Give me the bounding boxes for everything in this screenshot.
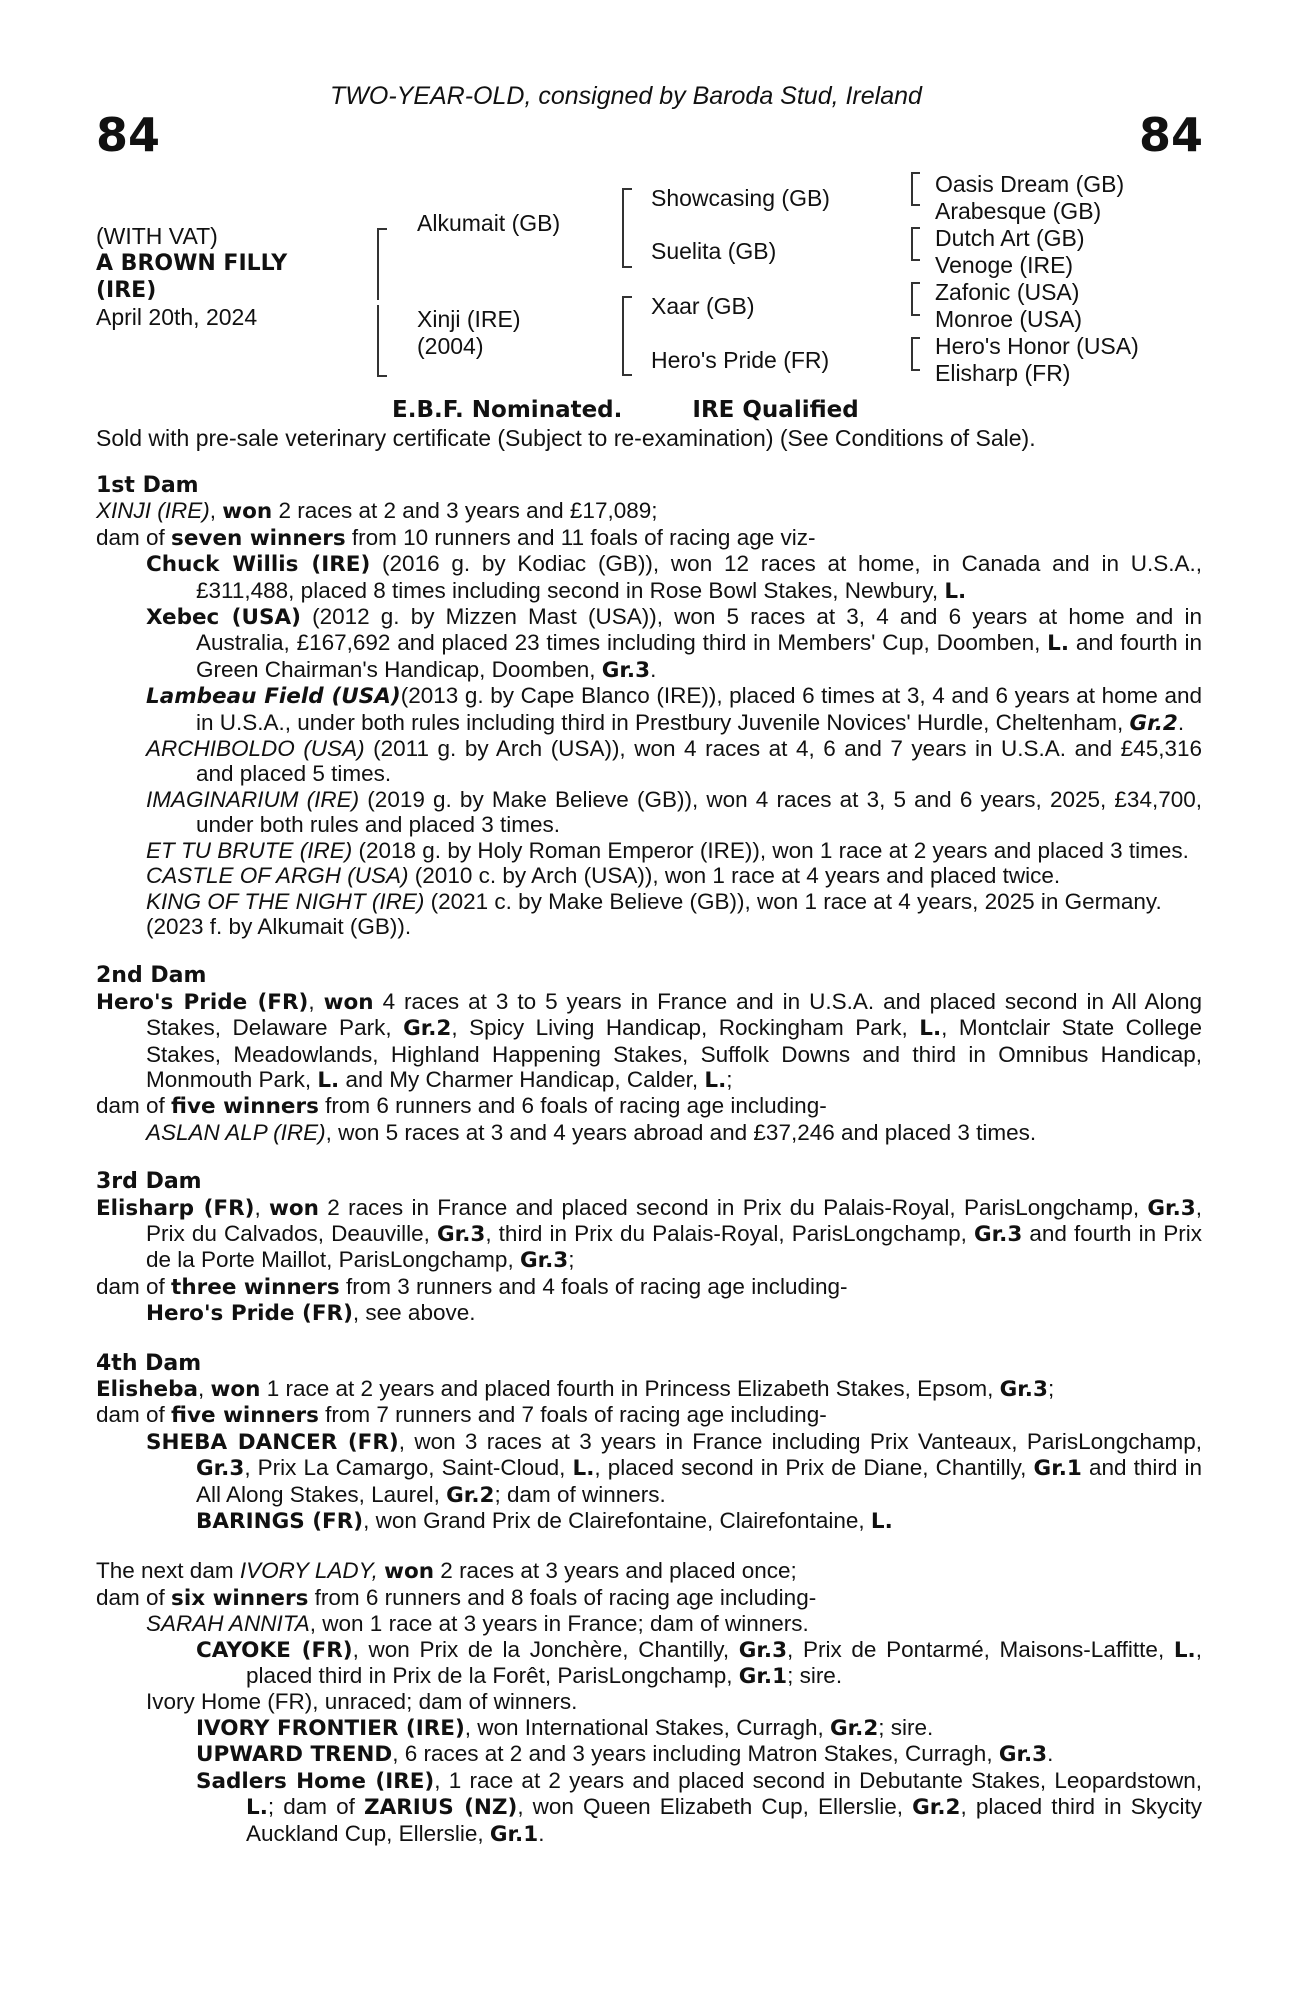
- vat-note: (WITH VAT): [96, 223, 218, 249]
- progeny-text: ; dam of: [267, 1794, 364, 1820]
- dam-record: 2 races at 2 and 3 years and £17,089;: [272, 498, 658, 524]
- listed-mark: L.: [944, 578, 967, 604]
- record-text: , third in Prix du Palais-Royal, ParisLongchamp,: [485, 1220, 974, 1246]
- group-mark: Gr.3: [998, 1742, 1048, 1768]
- lot-number-left: 84: [96, 108, 161, 162]
- group-mark: Gr.1: [489, 1821, 539, 1847]
- pedigree-dam-sire: Xaar (GB): [651, 293, 755, 319]
- ire-note: IRE Qualified: [692, 397, 859, 423]
- winners-rest: from 7 runners and 7 foals of racing age including-: [318, 1402, 827, 1428]
- pedigree-sire: Alkumait (GB): [417, 210, 561, 236]
- pedigree-dss: Zafonic (USA): [935, 279, 1080, 305]
- pedigree-bracket-sire-line-lower: [622, 236, 632, 268]
- catalogue-content: [96, 473, 1202, 1847]
- progeny-entry: [96, 1715, 1202, 1741]
- winners-count: three winners: [171, 1274, 340, 1300]
- horse-description: A BROWN FILLY: [96, 251, 288, 276]
- group-mark: Gr.2: [446, 1482, 495, 1508]
- pedigree-sdd: Venoge (IRE): [935, 252, 1074, 278]
- dam-of-label: dam of: [96, 1093, 172, 1119]
- pedigree-bracket-dam: [377, 305, 387, 377]
- group-mark: Gr.3: [738, 1637, 788, 1663]
- progeny-entry: [96, 838, 1202, 863]
- listed-mark: L.: [704, 1067, 727, 1093]
- dam-name: IVORY LADY,: [239, 1558, 378, 1584]
- winners-count: six winners: [171, 1585, 309, 1611]
- record-text: and My Charmer Handicap, Calder,: [339, 1066, 705, 1092]
- pedigree-bracket-g2b: [911, 243, 920, 261]
- group-mark: Gr.3: [999, 1377, 1048, 1402]
- next-dam-section: [96, 1558, 1202, 1846]
- won-label: won: [269, 1195, 319, 1221]
- listed-mark: L.: [317, 1067, 340, 1093]
- listed-mark: L.: [919, 1016, 942, 1042]
- progeny-name: Lambeau Field (USA): [146, 684, 401, 710]
- pedigree-bracket-g3b: [911, 298, 920, 316]
- winners-count: seven winners: [171, 525, 346, 551]
- listed-mark: L.: [246, 1795, 268, 1821]
- qualification-notes: [392, 397, 859, 423]
- progeny-text: , won Grand Prix de Clairefontaine, Clairefontaine,: [363, 1508, 871, 1534]
- progeny-text: , won 5 races at 3 and 4 years abroad and £37,246 and placed 3 times.: [325, 1119, 1037, 1145]
- group-mark: Gr.2: [829, 1715, 879, 1741]
- first-dam-section: 1st Dam XINJI (IRE), won 2 races at 2 and 3 years and £17,089; dam of seven winners from 10 runners and 11 foals of racing age viz- Chuck Willis (IRE) (2016 g. by Kodiac (GB)), won 12 races at home, in Canada and in U.S.A., £311,488, placed 8 times including second in Rose Bowl Stakes, Newbury, L. Xebec (USA) (2012 g. by Mizzen Mast (USA)), won 5 races at 3, 4 and 6 years at home and in Australia, £167,692 and placed 23 times including third in Members' Cup, Doomben, L. and fourth in Green Chairman's Handicap, Doomben, Gr.3. Lambeau Field (USA)(2013 g. by Cape Blanco (IRE)), placed 6 times at 3, 4 and 6 years at home and in U.S.A., under both rules including third in Prestbury Juvenile Novices' Hurdle, Cheltenham, Gr.2. ARCHIBOLDO (USA) (2011 g. by Arch (USA)), won 4 races at 4, 6 and 7 years in U.S.A. and £45,316 and placed 5 times. IMAGINARIUM (IRE) (2019 g. by Make Believe (GB)), won 4 races at 3, 5 and 6 years, 2025, £34,700, under both rules and placed 3 times. ET TU BRUTE (IRE) (2018 g. by Holy Roman Emperor (IRE)), won 1 race at 2 years and placed 3 times. CASTLE OF ARGH (USA) (2010 c. by Arch (USA)), won 1 race at 4 years and placed twice. KING OF THE NIGHT (IRE) (2021 c. by Make Believe (GB)), won 1 race at 4 years, 2025 in Germany. (2023 f. by Alkumait (GB)).: [96, 473, 1202, 939]
- group-mark: Gr.3: [196, 1456, 245, 1482]
- progeny-entry: (2023 f. by Alkumait (GB)).: [146, 913, 412, 939]
- progeny-text: .: [538, 1820, 545, 1846]
- pedigree-dam-year: (2004): [417, 333, 484, 359]
- progeny-entry: [96, 889, 1202, 914]
- progeny-entry: Xebec (USA) (2012 g. by Mizzen Mast (USA)), won 5 races at 3, 4 and 6 years at home and in Australia, £167,692 and placed 23 times including third in Members' Cup, Doomben, L. and fourth in Green Chairman's Handicap, Doomben, Gr.3.: [146, 604, 1202, 683]
- progeny-text: (2021 c. by Make Believe (GB)), won 1 race at 4 years, 2025 in Germany.: [424, 888, 1162, 914]
- dam-name: XINJI (IRE): [96, 498, 210, 524]
- progeny-text: (2013 g. by Cape Blanco (IRE)), placed 6 times at 3, 4 and 6 years at home and in U.S.A., under both rules including third in Prestbury Juvenile Novices' Hurdle, Cheltenham,: [196, 683, 1202, 735]
- next-dam-intro: The next dam: [96, 1558, 240, 1584]
- progeny-name: Sadlers Home (IRE): [196, 1768, 435, 1794]
- group-mark: Gr.3: [1147, 1195, 1196, 1221]
- won-label: won: [384, 1559, 435, 1585]
- winners-count: five winners: [171, 1403, 319, 1429]
- progeny-entry: Ivory Home (FR), unraced; dam of winners.: [146, 1689, 578, 1715]
- progeny-entry: [96, 1637, 1202, 1690]
- progeny-name: CASTLE OF ARGH (USA): [146, 863, 409, 889]
- pedigree-ssd: Arabesque (GB): [935, 198, 1102, 224]
- progeny-text: , Prix La Camargo, Saint-Cloud,: [244, 1455, 573, 1481]
- progeny-name: IVORY FRONTIER (IRE): [196, 1715, 465, 1741]
- progeny-name: SHEBA DANCER (FR): [146, 1429, 399, 1455]
- group-mark: Gr.3: [437, 1221, 486, 1247]
- winners-rest: from 6 runners and 6 foals of racing age including-: [318, 1093, 827, 1119]
- pedigree-bracket-g1b: [911, 188, 920, 206]
- progeny-text: (2018 g. by Holy Roman Emperor (IRE)), won 1 race at 2 years and placed 3 times.: [352, 837, 1189, 863]
- progeny-entry: [96, 1120, 1202, 1145]
- listed-mark: L.: [870, 1509, 893, 1535]
- dam-of-label: dam of: [96, 524, 172, 550]
- winners-count: five winners: [171, 1094, 319, 1120]
- dam-of-label: dam of: [96, 1402, 172, 1428]
- progeny-name: CAYOKE (FR): [196, 1637, 353, 1663]
- second-dam-section: [96, 963, 1202, 1145]
- listed-mark: L.: [1173, 1637, 1196, 1663]
- section-heading: 1st Dam: [96, 473, 199, 498]
- progeny-text: (2019 g. by Make Believe (GB)), won 4 races at 3, 5 and 6 years, 2025, £34,700, under both rules and placed 3 times.: [196, 786, 1202, 838]
- pedigree-bracket-sire-line: [622, 188, 632, 238]
- progeny-name: ZARIUS (NZ): [364, 1795, 518, 1821]
- record-text: , Montclair State College Stakes, Meadowlands, Highland Happening Stakes, Suffolk Downs and third in Omnibus Handicap, Monmouth Park,: [146, 1015, 1202, 1092]
- winners-rest: from 6 runners and 8 foals of racing age including-: [308, 1584, 817, 1610]
- progeny-text: , 6 races at 2 and 3 years including Matron Stakes, Curragh,: [392, 1741, 999, 1767]
- won-label: won: [323, 989, 374, 1015]
- progeny-entry: [96, 863, 1202, 888]
- pedigree-sire-sire: Showcasing (GB): [651, 185, 830, 211]
- record-text: and fourth in Prix de la Porte Maillot, ParisLongchamp,: [146, 1220, 1203, 1273]
- progeny-name: SARAH ANNITA: [146, 1611, 310, 1637]
- record-text: , Spicy Living Handicap, Rockingham Park,: [451, 1015, 920, 1041]
- progeny-entry: [96, 551, 1202, 604]
- winners-rest: from 3 runners and 4 foals of racing age including-: [339, 1273, 848, 1299]
- progeny-name: IMAGINARIUM (IRE): [146, 786, 360, 812]
- progeny-text: , won 3 races at 3 years in France including Prix Vanteaux, ParisLongchamp,: [398, 1428, 1202, 1454]
- progeny-text: and fourth in Green Chairman's Handicap, Doomben,: [196, 630, 1202, 682]
- section-heading: 3rd Dam: [96, 1169, 202, 1195]
- group-mark: Gr.1: [1033, 1456, 1082, 1482]
- record-text: 1 race at 2 years and placed fourth in Princess Elizabeth Stakes, Epsom,: [260, 1376, 1000, 1401]
- winners-rest: from 10 runners and 11 foals of racing age viz-: [345, 524, 816, 550]
- progeny-text: (2016 g. by Kodiac (GB)), won 12 races at home, in Canada and in U.S.A., £311,488, placed 8 times including second in Rose Bowl Stakes, Newbury,: [196, 551, 1202, 603]
- pedigree-dam-dam: Hero's Pride (FR): [651, 347, 830, 373]
- group-mark: Gr.2: [912, 1795, 961, 1821]
- won-label: won: [222, 499, 273, 525]
- progeny-entry: [96, 1508, 1202, 1534]
- record-text: 2 races at 3 years and placed once;: [434, 1558, 797, 1584]
- dam-record: Elisharp (FR), won 2 races in France and placed second in Prix du Palais-Royal, ParisLongchamp, Gr.3, Prix du Calvados, Deauville, Gr.3, third in Prix du Palais-Royal, ParisLongchamp, Gr.3 and fourth in Prix de la Porte Maillot, ParisLongchamp, Gr.3;: [96, 1194, 1203, 1274]
- record-text: 4 races at 3 to 5 years in France and in U.S.A. and placed second in All Along Stakes, Delaware Park,: [146, 988, 1202, 1041]
- progeny-name: ARCHIBOLDO (USA): [146, 736, 365, 762]
- dam-of-label: dam of: [96, 1584, 172, 1610]
- won-label: won: [210, 1377, 261, 1402]
- lot-number-right: 84: [1138, 108, 1203, 162]
- progeny-text: , won International Stakes, Curragh,: [464, 1714, 830, 1740]
- sold-with-note: Sold with pre-sale veterinary certificate (Subject to re-examination) (See Conditions of Sale).: [96, 425, 1036, 451]
- progeny-name: Hero's Pride (FR): [146, 1301, 353, 1327]
- progeny-text: (2011 g. by Arch (USA)), won 4 races at 4, 6 and 7 years in U.S.A. and £45,316 and placed 5 times.: [196, 736, 1202, 787]
- progeny-text: ; sire.: [787, 1663, 843, 1689]
- progeny-name: BARINGS (FR): [196, 1509, 364, 1535]
- section-heading: 4th Dam: [96, 1350, 202, 1376]
- dam-record: Hero's Pride (FR), won 4 races at 3 to 5 years in France and in U.S.A. and placed second in All Along Stakes, Delaware Park, Gr.2, Spicy Living Handicap, Rockingham Park, L., Montclair State College Stakes, Meadowlands, Highland Happening Stakes, Suffolk Downs and third in Omnibus Handicap, Monmouth Park, L. and My Charmer Handicap, Calder, L.;: [96, 988, 1202, 1093]
- group-mark: Gr.3: [973, 1221, 1023, 1247]
- progeny-name: Xebec (USA): [146, 605, 301, 631]
- progeny-text: , won 1 race at 3 years in France; dam of winners.: [309, 1611, 809, 1637]
- group-mark: Gr.2: [1129, 710, 1178, 736]
- progeny-text: , placed third in Prix de la Forêt, ParisLongchamp,: [246, 1636, 1202, 1689]
- page-subtitle: TWO-YEAR-OLD, consigned by Baroda Stud, Ireland: [330, 82, 922, 110]
- progeny-name: Chuck Willis (IRE): [146, 552, 371, 578]
- horse-origin: (IRE): [96, 278, 157, 303]
- record-text: ;: [568, 1247, 575, 1273]
- progeny-text: , see above.: [352, 1300, 476, 1326]
- progeny-text: , placed second in Prix de Diane, Chantilly,: [594, 1455, 1034, 1481]
- pedigree-sss: Oasis Dream (GB): [935, 171, 1125, 197]
- progeny-text: , won Queen Elizabeth Cup, Ellerslie,: [517, 1794, 913, 1820]
- progeny-entry: [96, 1741, 1202, 1767]
- pedigree-dsd: Monroe (USA): [935, 306, 1082, 332]
- progeny-text: , 1 race at 2 years and placed second in Debutante Stakes, Leopardstown,: [434, 1767, 1202, 1793]
- progeny-entry: [96, 787, 1202, 838]
- progeny-text: , won Prix de la Jonchère, Chantilly,: [352, 1636, 739, 1662]
- progeny-text: , Prix de Pontarmé, Maisons-Laffitte,: [787, 1636, 1174, 1662]
- progeny-text: (2010 c. by Arch (USA)), won 1 race at 4 years and placed twice.: [408, 863, 1061, 889]
- progeny-name: ASLAN ALP (IRE): [146, 1119, 326, 1145]
- dam-name: Elisharp (FR): [96, 1195, 255, 1221]
- fourth-dam-section: 4th Dam Elisheba, won 1 race at 2 years and placed fourth in Princess Elizabeth Stakes, Epsom, Gr.3; dam of five winners from 7 runners and 7 foals of racing age including- SHEBA DANCER (FR), won 3 races at 3 years in France including Prix Vanteaux, ParisLongchamp, Gr.3, Prix La Camargo, Saint-Cloud, L., placed second in Prix de Diane, Chantilly, Gr.1 and third in All Along Stakes, Laurel, Gr.2; dam of winners. BARINGS (FR), won Grand Prix de Clairefontaine, Clairefontaine, L.: [96, 1350, 1203, 1535]
- dam-name: Elisheba: [96, 1377, 199, 1402]
- pedigree-bracket-sire: [377, 228, 387, 300]
- record-text: ;: [1047, 1376, 1055, 1401]
- group-mark: Gr.1: [738, 1664, 788, 1690]
- progeny-text: ; dam of winners.: [494, 1481, 666, 1507]
- listed-mark: L.: [572, 1456, 595, 1482]
- pedigree-sire-dam: Suelita (GB): [651, 238, 777, 264]
- record-text: , Prix du Calvados, Deauville,: [146, 1194, 1202, 1246]
- pedigree-bracket-dam-line-lower: [622, 336, 632, 376]
- horse-dob: April 20th, 2024: [96, 304, 258, 330]
- pedigree-bracket-g4b: [911, 353, 920, 371]
- listed-mark: L.: [1047, 631, 1070, 657]
- progeny-text: .: [1047, 1741, 1054, 1767]
- progeny-entry: [96, 1611, 1202, 1636]
- progeny-entry: [96, 1300, 1202, 1326]
- record-text: ;: [726, 1066, 733, 1092]
- group-mark: Gr.3: [519, 1248, 569, 1274]
- progeny-text: , placed third in Skycity Auckland Cup, Ellerslie,: [246, 1794, 1202, 1846]
- pedigree-bracket-dam-line: [622, 296, 632, 338]
- progeny-entry: [96, 1768, 1202, 1847]
- record-text: 2 races in France and placed second in Prix du Palais-Royal, ParisLongchamp,: [318, 1194, 1148, 1220]
- progeny-text: and third in All Along Stakes, Laurel,: [196, 1455, 1203, 1507]
- ebf-note: E.B.F. Nominated.: [392, 397, 623, 423]
- pedigree-dam: Xinji (IRE): [417, 306, 521, 332]
- group-mark: Gr.2: [403, 1016, 452, 1042]
- horse-info: [96, 223, 287, 331]
- pedigree-dds: Hero's Honor (USA): [935, 333, 1139, 359]
- progeny-name: ET TU BRUTE (IRE): [146, 837, 353, 863]
- progeny-name: UPWARD TREND: [196, 1742, 393, 1768]
- dam-name: Hero's Pride (FR): [96, 989, 309, 1015]
- progeny-entry: [96, 1429, 1202, 1508]
- pedigree-ddd: Elisharp (FR): [935, 360, 1071, 386]
- progeny-name: KING OF THE NIGHT (IRE): [146, 888, 425, 914]
- group-mark: Gr.3: [601, 657, 651, 683]
- progeny-text: ; sire.: [878, 1714, 934, 1740]
- third-dam-section: [96, 1169, 1202, 1326]
- progeny-text: (2012 g. by Mizzen Mast (USA)), won 5 races at 3, 4 and 6 years at home and in Australia, £167,692 and placed 23 times including third in Members' Cup, Doomben,: [196, 604, 1202, 656]
- progeny-entry: Lambeau Field (USA)(2013 g. by Cape Blanco (IRE)), placed 6 times at 3, 4 and 6 years at home and in U.S.A., under both rules including third in Prestbury Juvenile Novices' Hurdle, Cheltenham, Gr.2.: [146, 683, 1202, 736]
- pedigree-sds: Dutch Art (GB): [935, 225, 1085, 251]
- dam-of-label: dam of: [96, 1273, 172, 1299]
- progeny-entry: [96, 736, 1202, 787]
- section-heading: 2nd Dam: [96, 963, 207, 989]
